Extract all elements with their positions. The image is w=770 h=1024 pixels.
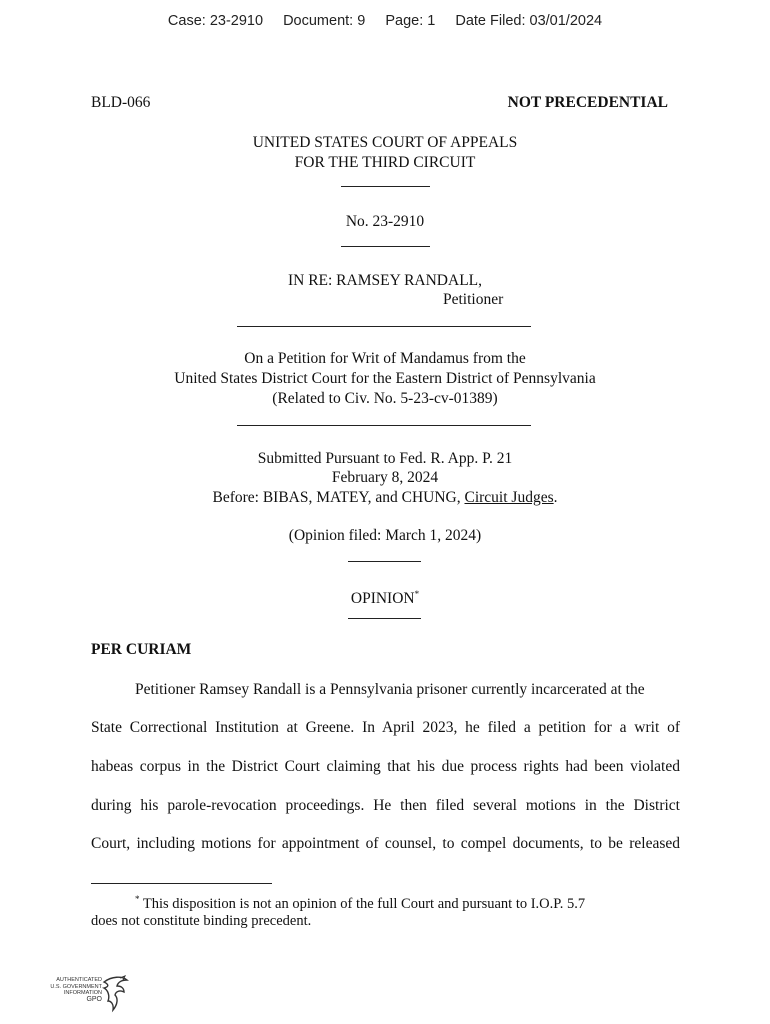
divider [341,246,430,247]
document-code: BLD-066 [91,94,151,111]
petition-line2: United States District Court for the Eastern District of Pennsylvania [174,370,596,387]
circuit-judges-label: Circuit Judges [464,489,554,506]
court-name-line1: UNITED STATES COURT OF APPEALS [252,134,518,151]
body-line: during his parole-revocation proceedings. He then filed several motions in the District [91,797,680,814]
submitted-date: February 8, 2024 [331,469,439,486]
court-name-line2: FOR THE THIRD CIRCUIT [294,154,476,171]
appeal-number: No. 23-2910 [345,213,425,230]
opinion-heading [0,584,770,609]
filing-header [0,13,770,29]
case-number: Case: 23-2910 [167,13,264,29]
date-filed: Date Filed: 03/01/2024 [455,13,603,29]
panel-judges: Before: BIBAS, MATEY, and CHUNG, [212,489,461,506]
opinion-label: OPINION [350,590,415,608]
precedential-status: NOT PRECEDENTIAL [507,94,668,111]
body-line: Petitioner Ramsey Randall is a Pennsylvania prisoner currently incarcerated at the [135,681,645,698]
opinion-footnote-mark: * [414,589,420,599]
footnote-line1 [135,894,585,913]
footnote-text: This disposition is not an opinion of the full Court and pursuant to I.O.P. 5.7 [142,895,586,912]
per-curiam: PER CURIAM [91,641,192,658]
submitted-line: Submitted Pursuant to Fed. R. App. P. 21 [257,450,513,467]
footnote-separator [91,883,272,884]
body-line: Court, including motions for appointment of counsel, to compel documents, to be released [91,835,680,852]
opinion-filed: (Opinion filed: March 1, 2024) [288,527,482,544]
petitioner-label: Petitioner [443,291,504,308]
divider [237,326,531,327]
body-line: habeas corpus in the District Court claiming that his due process rights had been violated [91,758,680,775]
divider [341,186,430,187]
document-number: Document: 9 [283,13,366,29]
footnote-line2: does not constitute binding precedent. [91,913,312,929]
page-number: Page: 1 [385,13,436,29]
divider [348,618,421,619]
divider [237,425,531,426]
body-line: State Correctional Institution at Greene. In April 2023, he filed a petition for a writ of [91,719,680,736]
panel-period: . [553,489,558,506]
panel-line [0,488,770,508]
in-re-line: IN RE: RAMSEY RANDALL, [287,272,483,289]
petition-line1: On a Petition for Writ of Mandamus from the [244,350,526,367]
footnote-mark: * [135,894,140,904]
gpo-authentication-seal: AUTHENTICATED U.S. GOVERNMENT INFORMATION GPO [44,974,136,1018]
divider [348,561,421,562]
eagle-icon [100,974,130,1016]
petition-line3: (Related to Civ. No. 5-23-cv-01389) [272,390,498,407]
